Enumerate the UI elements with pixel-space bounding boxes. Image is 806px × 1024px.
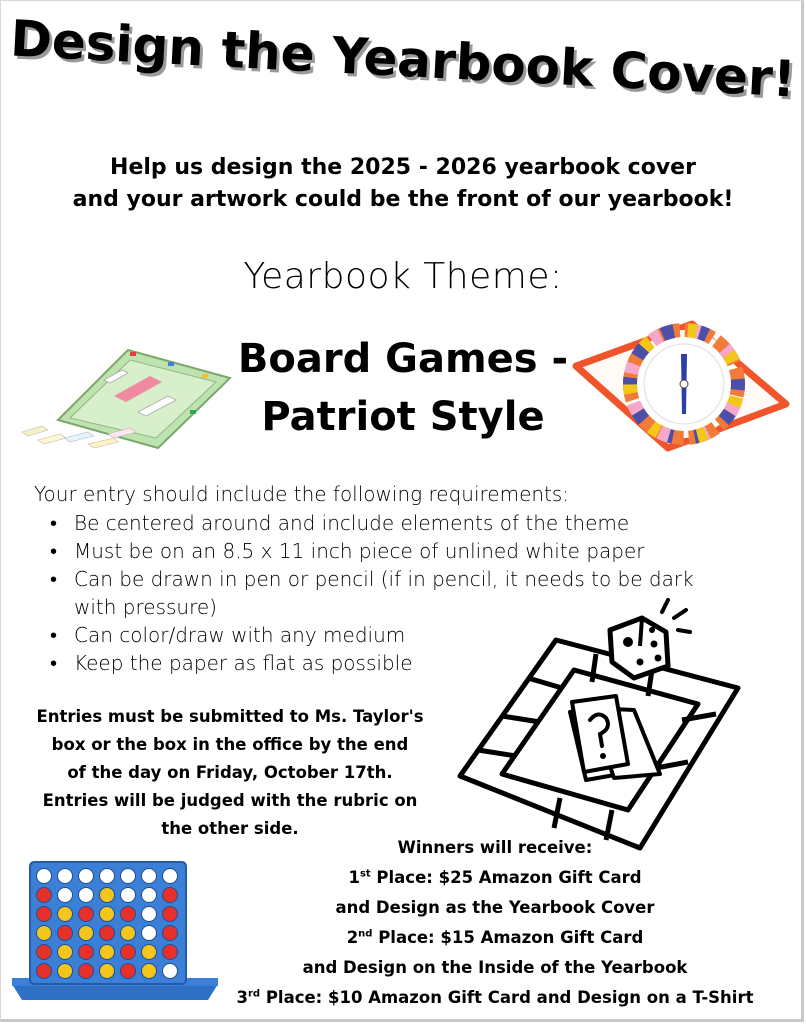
connect-four-chip: [79, 907, 94, 922]
list-item: • Can color/draw with any medium: [44, 621, 744, 649]
connect-four-chip: [100, 945, 115, 960]
connect-four-chip: [79, 945, 94, 960]
connect-four-chip: [58, 964, 73, 979]
third-place-suffix: rd: [247, 988, 261, 1000]
entries-instructions: [30, 703, 430, 843]
connect-four-chip: [163, 945, 178, 960]
first-place-ordinal: 1: [348, 868, 360, 887]
first-place-prize: Place: $25 Amazon Gift Card: [370, 868, 642, 887]
connect-four-chip: [37, 907, 52, 922]
first-place-suffix: st: [359, 868, 371, 880]
connect-four-chip: [163, 888, 178, 903]
connect-four-chip: [37, 945, 52, 960]
connect-four-chip: [37, 888, 52, 903]
dice-board-icon: [456, 596, 746, 860]
connect-four-chip: [163, 964, 178, 979]
connect-four-chip: [79, 926, 94, 941]
first-place-line: [200, 863, 790, 893]
first-place-extra: and Design as the Yearbook Cover: [335, 898, 655, 917]
list-item: • Keep the paper as flat as possible: [44, 649, 744, 677]
connect-four-chip: [58, 869, 73, 884]
intro-line-2: and your artwork could be the front of our yearbook!: [72, 187, 734, 212]
list-item: • Be centered around and include elements of the theme: [44, 509, 744, 537]
connect-four-chip: [121, 964, 136, 979]
second-place-extra: and Design on the Inside of the Yearbook: [302, 958, 688, 977]
third-place-ordinal: 3: [236, 988, 248, 1007]
connect-four-chip: [37, 964, 52, 979]
theme-label: Yearbook Theme:: [243, 256, 563, 297]
connect-four-chip: [79, 964, 94, 979]
connect-four-chip: [142, 907, 157, 922]
connect-four-chip: [142, 945, 157, 960]
entries-line-5: the other side.: [161, 819, 299, 838]
connect-four-chip: [121, 869, 136, 884]
second-place-prize: Place: $15 Amazon Gift Card: [372, 928, 644, 947]
connect-four-chip: [142, 964, 157, 979]
connect-four-chip: [37, 926, 52, 941]
connect-four-chip: [100, 964, 115, 979]
intro-text: [0, 152, 806, 216]
list-item: • Can be drawn in pen or pencil (if in pencil, it needs to be dark with pressure): [44, 565, 734, 621]
connect-four-chip: [100, 869, 115, 884]
theme-line-1: Board Games -: [237, 336, 569, 382]
second-place-ordinal: 2: [346, 928, 359, 947]
connect-four-chip: [121, 945, 136, 960]
monopoly-board-icon: [18, 340, 234, 456]
connect-four-chip: [79, 869, 94, 884]
connect-four-chip: [121, 907, 136, 922]
connect-four-chip: [142, 888, 157, 903]
connect-four-chip: [163, 869, 178, 884]
third-place-line: [200, 983, 790, 1013]
connect-four-chip: [121, 926, 136, 941]
connect-four-chip: [163, 926, 178, 941]
connect-four-chip: [100, 926, 115, 941]
theme-value: [210, 330, 596, 446]
connect-four-chip: [58, 907, 73, 922]
second-place-suffix: nd: [358, 928, 373, 940]
entries-line-4: Entries will be judged with the rubric on: [42, 791, 418, 810]
winners-heading: Winners will receive:: [397, 838, 593, 857]
winners-section: [200, 833, 790, 1013]
page-title: Design the Yearbook Cover!: [9, 9, 797, 109]
connect-four-chip: [142, 926, 157, 941]
second-place-line: [200, 923, 790, 953]
connect-four-chip: [100, 907, 115, 922]
entries-line-1: Entries must be submitted to Ms. Taylor's: [36, 707, 424, 726]
connect-four-icon: [12, 858, 218, 1008]
entries-line-3: of the day on Friday, October 17th.: [67, 763, 393, 782]
connect-four-chip: [58, 888, 73, 903]
third-place-prize: Place: $10 Amazon Gift Card and Design on a T-Shirt: [260, 988, 754, 1007]
intro-line-1: Help us design the 2025 - 2026 yearbook cover: [110, 155, 696, 180]
connect-four-chip: [79, 888, 94, 903]
connect-four-chip: [163, 907, 178, 922]
connect-four-chip: [142, 869, 157, 884]
connect-four-chip: [37, 869, 52, 884]
spinner-game-icon: [572, 320, 792, 454]
theme-line-2: Patriot Style: [261, 394, 545, 440]
connect-four-chip: [121, 888, 136, 903]
connect-four-chip: [58, 926, 73, 941]
connect-four-chip: [58, 945, 73, 960]
requirements-intro: Your entry should include the following requirements:: [34, 482, 570, 506]
entries-line-2: box or the box in the office by the end: [51, 735, 409, 754]
list-item: • Must be on an 8.5 x 11 inch piece of unlined white paper: [44, 537, 744, 565]
connect-four-chip: [100, 888, 115, 903]
